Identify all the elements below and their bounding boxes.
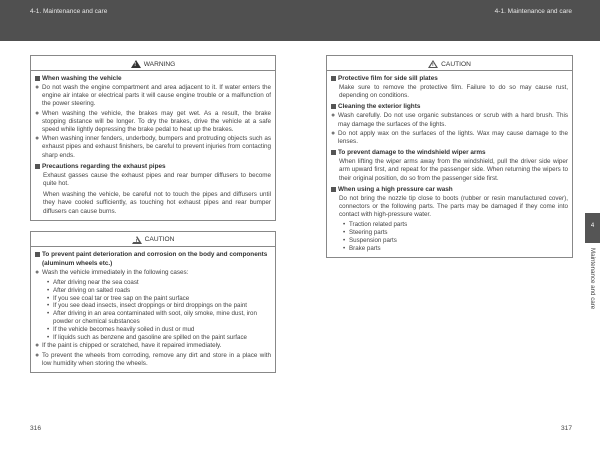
section-title-left: 4-1. Maintenance and care (30, 8, 108, 15)
circle-bullet-icon: ● (331, 129, 336, 137)
parts-list (331, 221, 568, 252)
page-number-left: 316 (30, 425, 42, 432)
square-bullet-icon (331, 104, 336, 109)
section-heading: Cleaning the exterior lights (331, 102, 568, 111)
bullet-item: ● Wash the vehicle immediately in the following cases: (35, 268, 189, 276)
list-item: • After driving near the sea coast (47, 279, 139, 287)
caution-box-title (327, 58, 572, 71)
bullet-item: ● Do not wash the engine compartment and area adjacent to it. If water enters the engine air intake or electrical parts it will cause engine trouble or a malfunction of the power steering. (35, 84, 271, 108)
caution-triangle-icon (428, 60, 438, 68)
bullet-item: ● To prevent the wheels from corroding, remove any dirt and store in a place with low humidity when storing the wheels. (35, 351, 271, 367)
circle-bullet-icon: ● (35, 351, 40, 359)
list-item: • If the vehicle becomes heavily soiled in dust or mud (47, 325, 195, 333)
left-page-content (30, 55, 276, 373)
caution-box-title (31, 234, 275, 247)
square-bullet-icon (35, 76, 40, 81)
circle-bullet-icon: ● (35, 109, 40, 117)
caution-box (326, 55, 573, 258)
list-item: • Traction related parts (343, 221, 408, 229)
list-item: • If you see coal tar or tree sap on the paint surface (47, 294, 190, 302)
chapter-tab[interactable]: 4 (585, 213, 600, 243)
page-header (0, 0, 600, 41)
paragraph: When lifting the wiper arms away from the windshield, pull the driver side wiper arm upward first, and repeat for the passenger side. When returning the wipers to their original position, do so from the passenger side first. (339, 158, 568, 182)
square-bullet-icon (331, 187, 336, 192)
circle-bullet-icon: ● (331, 112, 336, 120)
section-heading: Protective film for side sill plates (331, 74, 568, 83)
caution-title: CAUTION (144, 236, 175, 244)
section-heading: When using a high pressure car wash (331, 185, 568, 194)
square-bullet-icon (331, 150, 336, 155)
caution-triangle-icon (132, 236, 142, 244)
square-bullet-icon (35, 164, 40, 169)
paragraph: Make sure to remove the protective film. Failure to do so may cause rust, depending on conditions. (339, 84, 568, 100)
caution-title: CAUTION (441, 60, 471, 68)
list-item: • If you see dead insects, insect droppings or bird droppings on the paint (47, 302, 247, 310)
right-page-content (326, 55, 573, 258)
square-bullet-icon (35, 252, 40, 257)
paragraph: Exhaust gasses cause the exhaust pipes and rear bumper diffusers to become quite hot. (43, 171, 271, 188)
list-item: • After driving on salted roads (47, 286, 131, 294)
caution-box (30, 231, 276, 373)
list-item: • Brake parts (343, 244, 381, 252)
list-item: • If liquids such as benzene and gasoline are spilled on the paint surface (47, 333, 248, 341)
circle-bullet-icon: ● (35, 84, 40, 91)
circle-bullet-icon: ● (35, 268, 40, 276)
section-heading: Precautions regarding the exhaust pipes (35, 162, 271, 171)
bullet-item: ● Do not apply wax on the surfaces of the lights. Wax may cause damage to the lenses. (331, 129, 568, 146)
list-item: • After driving in an area contaminated with soot, oily smoke, mine dust, iron powder or chemical substances (47, 310, 257, 326)
list-item: • Steering parts (343, 229, 388, 237)
square-bullet-icon (331, 76, 336, 81)
warning-title: WARNING (143, 60, 176, 68)
section-heading: To prevent damage to the windshield wiper arms (331, 148, 568, 157)
chapter-tab-label: Maintenance and care (589, 248, 596, 310)
warning-triangle-icon (131, 60, 141, 68)
bullet-item: ● Wash carefully. Do not use organic substances or scrub with a hard brush. This may damage the surfaces of the lights. (331, 112, 568, 128)
list-item: • Suspension parts (343, 237, 397, 245)
section-title-right: 4-1. Maintenance and care (494, 8, 572, 15)
warning-box-title (31, 58, 275, 71)
section-heading: To prevent paint deterioration and corrosion on the body and components (aluminum wheels etc.) (35, 250, 271, 268)
page-number-right: 317 (560, 425, 572, 432)
paragraph: When washing the vehicle, be careful not to touch the pipes and diffusers until they have cooled sufficiently, as touching hot exhaust pipes and rear bumper diffusers can cause burns. (43, 191, 271, 215)
circle-bullet-icon: ● (35, 342, 40, 350)
circle-bullet-icon: ● (35, 135, 40, 143)
bullet-item: ● When washing the vehicle, the brakes may get wet. As a result, the brake stopping distance will be longer. To dry the brakes, drive the vehicle at a safe speed while lightly depressing the brake pedal to heat up the brakes. (35, 109, 271, 134)
section-heading: When washing the vehicle (35, 74, 271, 83)
paragraph: Do not bring the nozzle tip close to boots (rubber or resin manufactured cover), connectors or the following parts. The parts may be damaged if they come into contact with high-pressure water. (339, 194, 568, 219)
warning-box (30, 55, 276, 221)
bullet-item: ● If the paint is chipped or scratched, have it repaired immediately. (35, 342, 222, 350)
case-list (35, 279, 271, 341)
bullet-item: ● When washing inner fenders, underbody, bumpers and protruding objects such as exhaust pipes and exhaust finishers, be careful to prevent injuries from contacting sharp ends. (35, 135, 271, 159)
